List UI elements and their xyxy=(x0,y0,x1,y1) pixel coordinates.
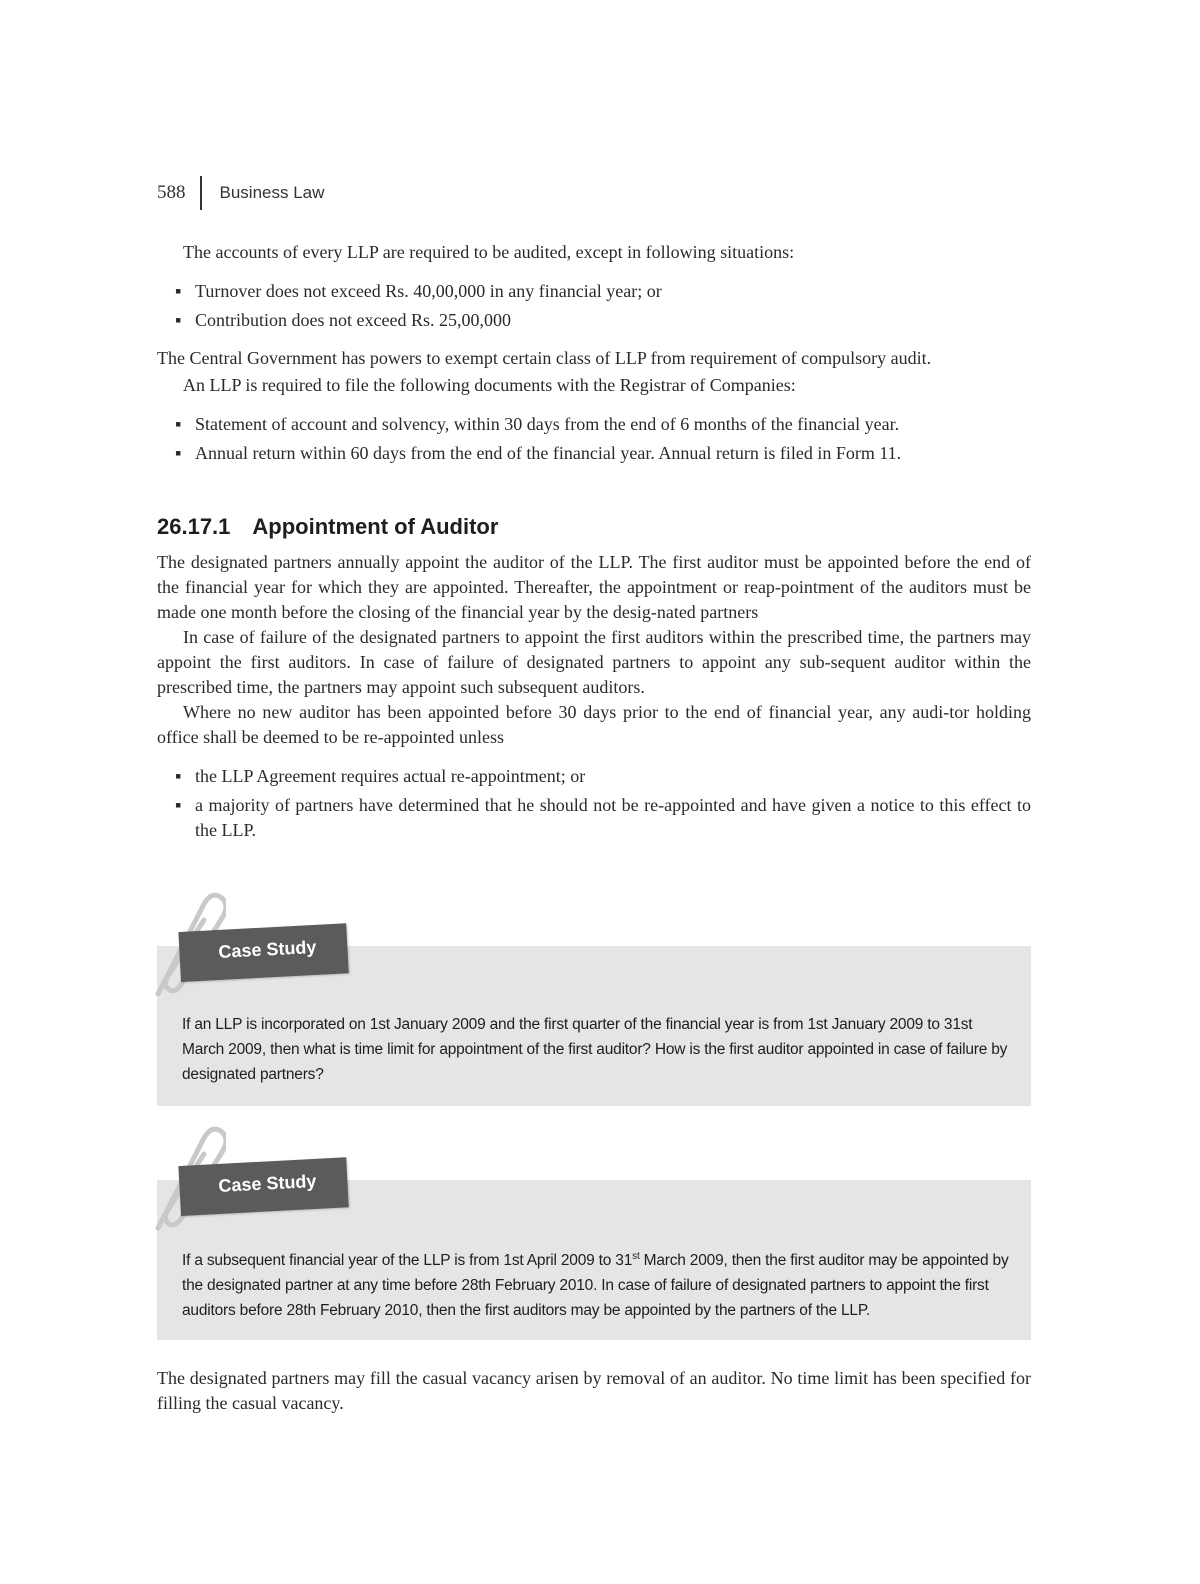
case-study-tab xyxy=(178,1157,348,1216)
documents-list xyxy=(157,412,1031,466)
central-govt-paragraph: The Central Government has powers to exempt certain class of LLP from requirement of compulsory audit. xyxy=(157,348,932,368)
bullet-icon: ▪ xyxy=(175,443,182,463)
book-title: Business Law xyxy=(219,183,325,202)
case-study-text: If a subsequent financial year of the LLP is from 1st April 2009 to 31st March 2009, then the first auditor may be appointed by the designated partner at any time before 28th February 2010. In case of failure of designated partners to appoint the first auditors before 28th February 2010, then the first auditors may be appointed by the partners of the LLP. xyxy=(182,1251,1009,1320)
bullet-icon: ▪ xyxy=(175,795,182,815)
list-item: ▪ Annual return within 60 days from the end of the financial year. Annual return is filed in Form 11. xyxy=(157,441,1031,466)
bullet-icon: ▪ xyxy=(175,766,182,786)
paragraph: The designated partners annually appoint the auditor of the LLP. The first auditor must be appointed before the end of the financial year for which they are appointed. Thereafter, the appointment or reap-pointment of the auditors must be made one month before the closing of the financial year by the desig-nated partners xyxy=(157,552,1031,622)
section-heading-block xyxy=(157,514,1031,540)
registrar-line: An LLP is required to file the following documents with the Registrar of Companies: xyxy=(183,375,796,395)
bullet-icon: ▪ xyxy=(175,414,182,434)
list-item: ▪ Turnover does not exceed Rs. 40,00,000 in any financial year; or xyxy=(157,279,1031,304)
conditions-list xyxy=(157,764,1031,843)
running-head xyxy=(157,176,324,210)
list-item: ▪ the LLP Agreement requires actual re-appointment; or xyxy=(157,764,1031,789)
list-item: ▪ Statement of account and solvency, within 30 days from the end of 6 months of the financial year. xyxy=(157,412,1031,437)
exemption-list xyxy=(157,279,1031,333)
bullet-icon: ▪ xyxy=(175,281,182,301)
list-item: ▪ Contribution does not exceed Rs. 25,00,000 xyxy=(157,308,1031,333)
bullet-icon: ▪ xyxy=(175,310,182,330)
closing-paragraph: The designated partners may fill the casual vacancy arisen by removal of an auditor. No time limit has been specified for filling the casual vacancy. xyxy=(157,1368,1031,1413)
paragraph: Where no new auditor has been appointed before 30 days prior to the end of financial year, any audi-tor holding office shall be deemed to be re-appointed unless xyxy=(157,702,1031,747)
closing-block xyxy=(157,1366,1031,1416)
section-number: 26.17.1 xyxy=(157,514,231,539)
audit-intro xyxy=(157,240,1031,337)
case-study-label: Case Study xyxy=(217,1170,317,1196)
page-number: 588 xyxy=(157,182,186,203)
case-study-label: Case Study xyxy=(217,936,317,962)
paragraph: In case of failure of the designated partners to appoint the first auditors within the prescribed time, the partners may appoint the first auditors. In case of failure of designated partners to appoint any sub-sequent auditor within the prescribed time, the partners may appoint such subsequent auditors. xyxy=(157,627,1031,697)
audit-line: The accounts of every LLP are required to be audited, except in following situations: xyxy=(183,242,795,262)
section-title: Appointment of Auditor xyxy=(252,514,499,539)
list-item: ▪ a majority of partners have determined that he should not be re-appointed and have given a notice to this effect to the LLP. xyxy=(175,795,1031,840)
case-study-tab xyxy=(178,923,348,982)
central-govt-block xyxy=(157,346,1031,470)
section-body xyxy=(157,550,1031,847)
case-study-text: If an LLP is incorporated on 1st January 2009 and the first quarter of the financial year is from 1st January 2009 to 31st March 2009, then what is time limit for appointment of the first auditor? How is the first auditor appointed in case of failure by designated partners? xyxy=(182,1016,1008,1083)
header-divider xyxy=(200,176,202,210)
section-heading xyxy=(157,514,1031,540)
